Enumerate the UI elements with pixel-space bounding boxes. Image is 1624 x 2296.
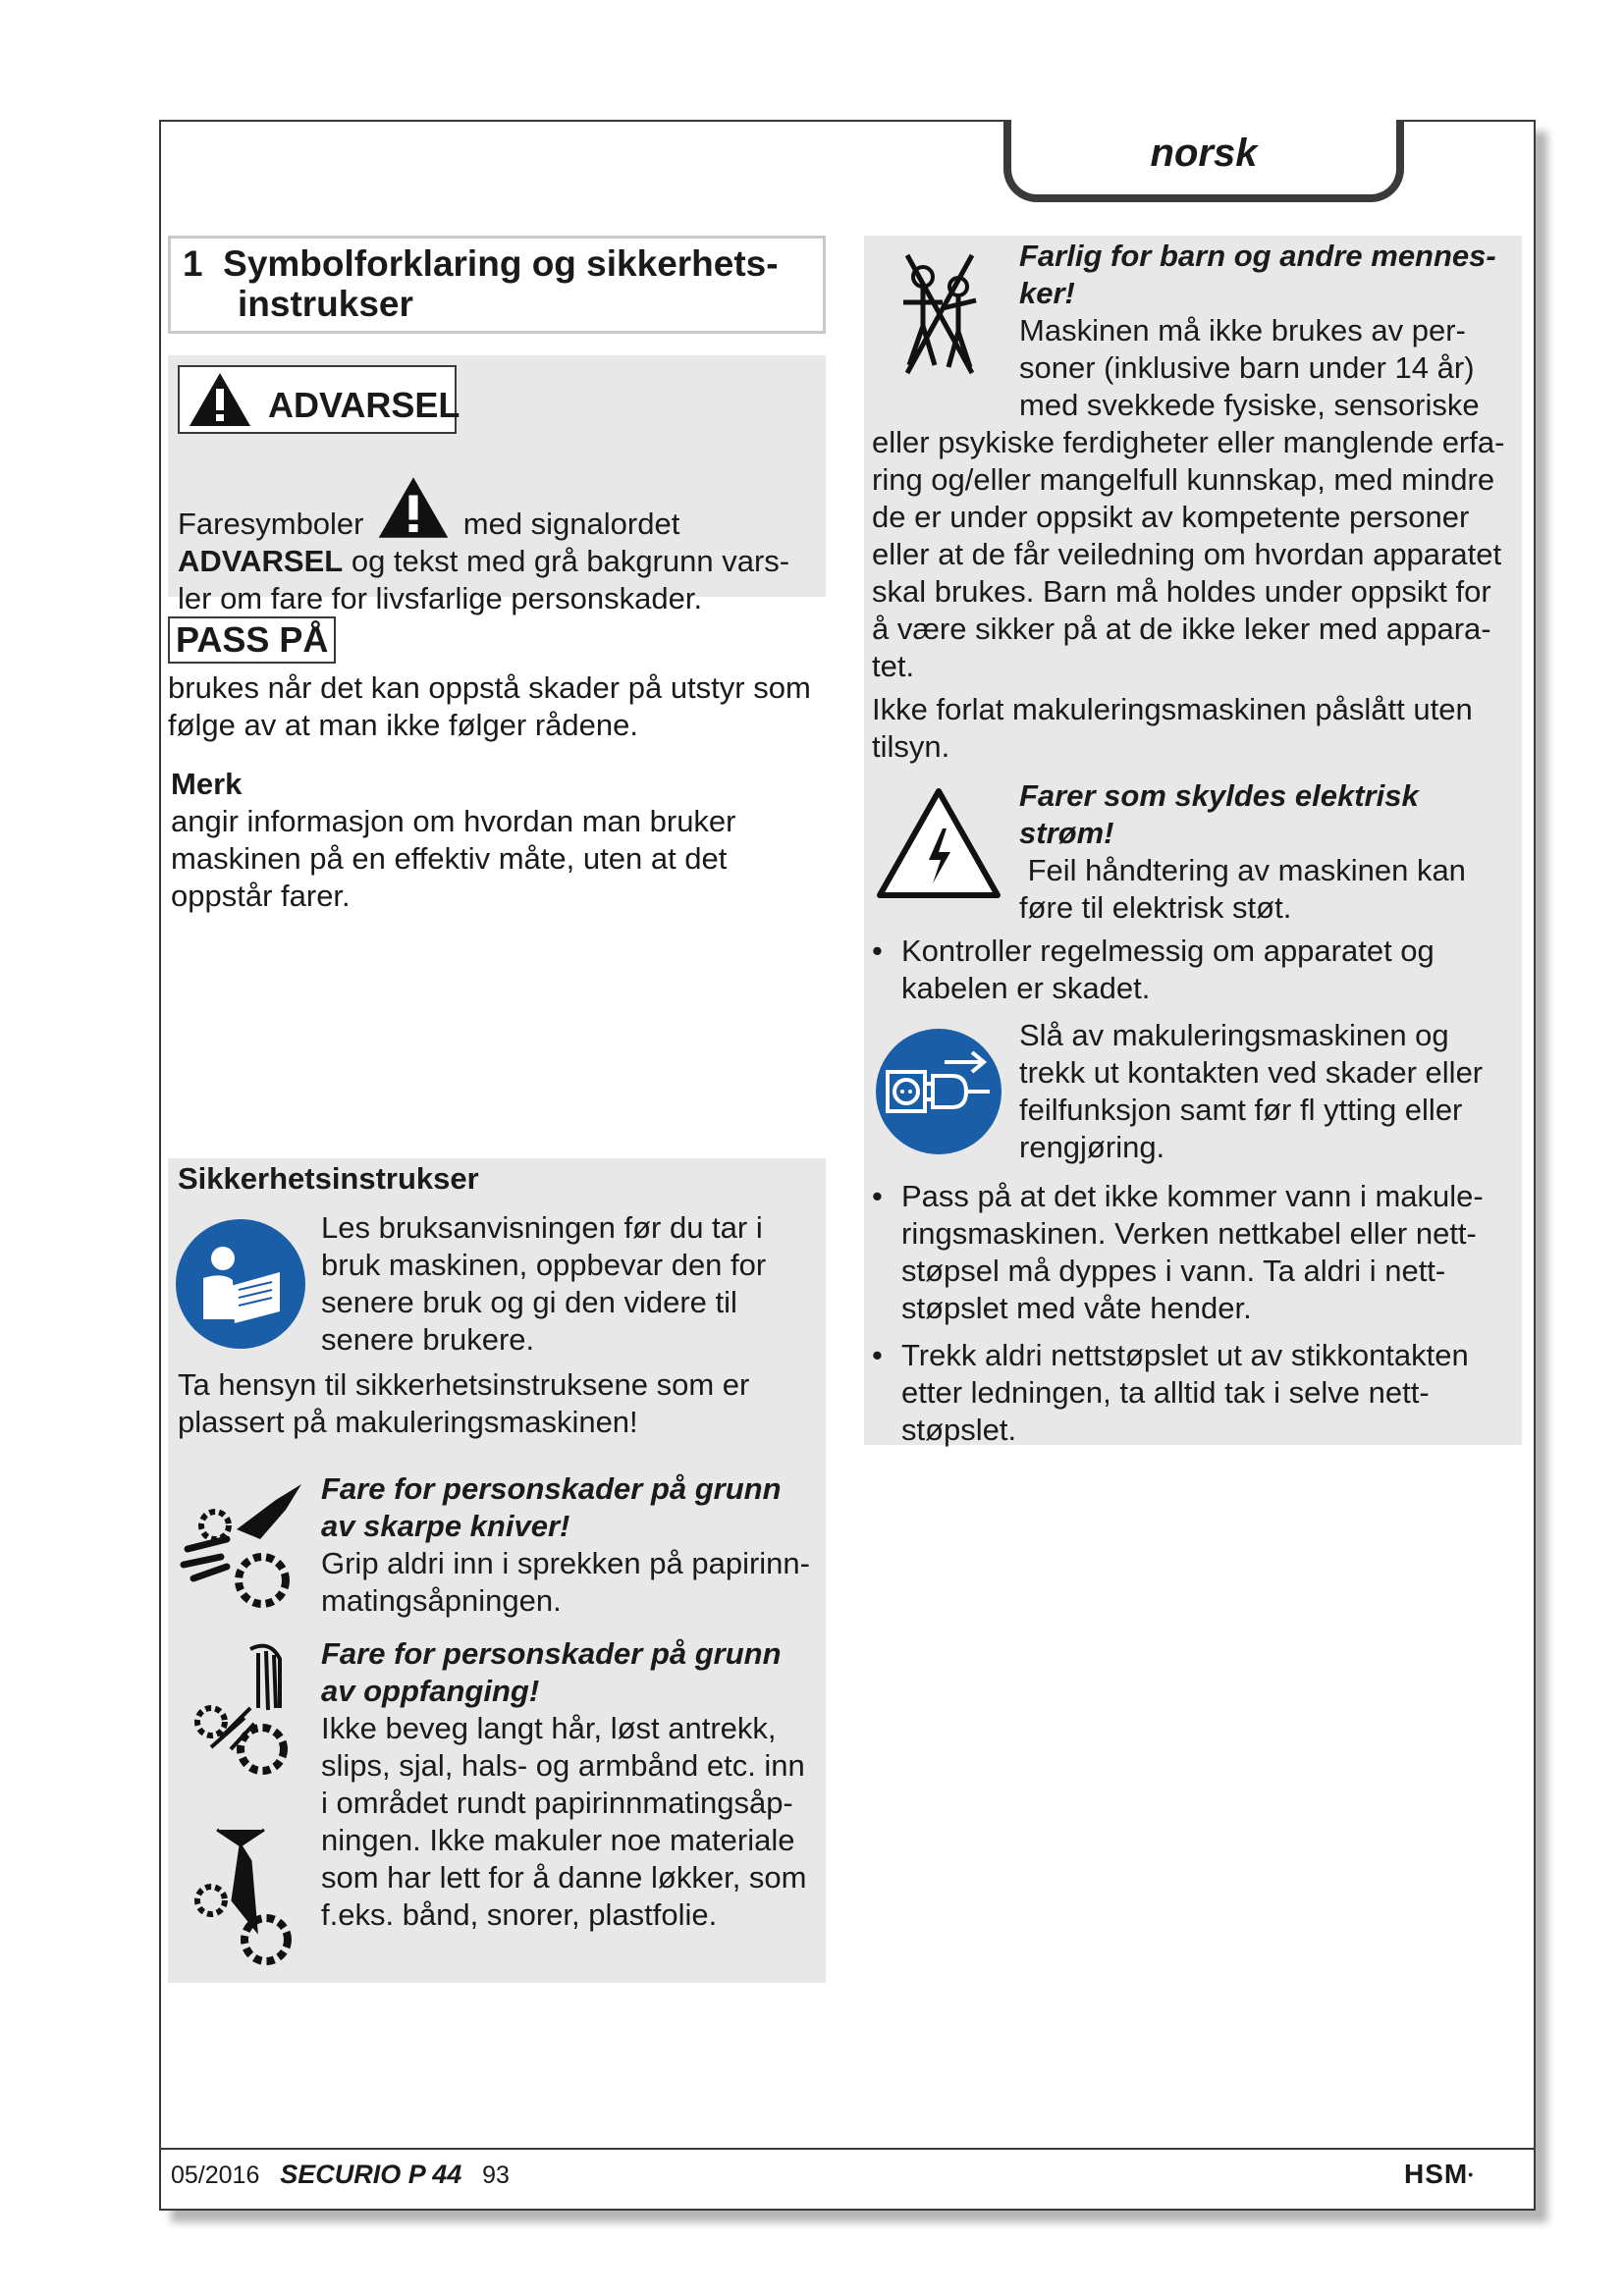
footer-page-number: 93: [482, 2162, 510, 2189]
observe-text: [178, 1366, 816, 1441]
children-full-line1: eller psykiske ferdigheter eller manglende erfa-: [872, 425, 1505, 459]
caution-block: [168, 616, 826, 744]
warning-triangle-icon: [188, 371, 252, 428]
water-bullet: [864, 1178, 1530, 1327]
warning-bold-word: ADVARSEL: [178, 544, 344, 578]
caution-line1: brukes når det kan oppstå skader på utstyr som: [168, 670, 811, 705]
note-line3: oppstår farer.: [171, 879, 351, 913]
electric-text: [1019, 777, 1510, 927]
knives-title-line2: av skarpe kniver!: [321, 1509, 570, 1543]
unplug-icon: [874, 1027, 1003, 1156]
children-short-line2: soner (inklusive barn under 14 år): [1019, 350, 1475, 385]
children-full-line4: eller at de får veiledning om hvordan apparatet: [872, 537, 1502, 571]
children-title-line1: Farlig for barn og andre mennes-: [1019, 239, 1496, 273]
warning-text-before: Faresymboler: [178, 507, 364, 541]
pull-plug-bullet: [864, 1337, 1530, 1449]
unplug-line2: trekk ut kontakten ved skader eller: [1019, 1055, 1484, 1090]
children-title-line2: ker!: [1019, 276, 1075, 310]
unattended-line2: tilsyn.: [872, 729, 950, 764]
caution-label: PASS PÅ: [168, 616, 336, 664]
catch-text-line5: som har lett for å danne løkker, som: [321, 1860, 807, 1895]
footer-brand: HSM: [1404, 2159, 1469, 2189]
children-full-line2: ring og/eller mangelfull kunnskap, med mindre: [872, 462, 1495, 497]
electric-title-line2: strøm!: [1019, 816, 1114, 850]
catch-title-line1: Fare for personskader på grunn: [321, 1636, 782, 1671]
warning-text-after: med signalordet: [462, 507, 680, 541]
children-danger-icon: [878, 247, 996, 379]
note-line2: maskinen på en effektiv måte, uten at det: [171, 841, 728, 876]
knives-title-line1: Fare for personskader på grunn: [321, 1471, 782, 1506]
warning-label: [178, 365, 460, 434]
read-manual-line3: senere bruk og gi den videre til: [321, 1285, 737, 1319]
unattended-line1: Ikke forlat makuleringsmaskinen påslått uten: [872, 692, 1473, 726]
footer-rule: [159, 2148, 1534, 2150]
tie-entanglement-icon: [182, 1822, 307, 1969]
safety-title: Sikkerhetsinstrukser: [178, 1161, 479, 1196]
catch-title-line2: av oppfanging!: [321, 1674, 540, 1708]
children-header-text: [1019, 238, 1510, 424]
safety-box: [168, 1158, 826, 1983]
language-tab: norsk: [1003, 120, 1404, 202]
catch-text: [321, 1635, 822, 1934]
children-short-line1: Maskinen må ikke brukes av per-: [1019, 313, 1466, 347]
water-line2: ringsmaskinen. Verken nettkabel eller nett-: [901, 1216, 1477, 1251]
electric-text-line2: føre til elektrisk støt.: [1019, 890, 1292, 925]
unplug-line1: Slå av makuleringsmaskinen og: [1019, 1018, 1449, 1052]
check-cable-bullet: [864, 933, 1530, 1007]
section-number: 1: [183, 243, 203, 284]
read-manual-line4: senere brukere.: [321, 1322, 535, 1357]
section-title-line2: instrukser: [238, 284, 413, 324]
unplug-line4: rengjøring.: [1019, 1130, 1165, 1164]
catch-text-line1: Ikke beveg langt hår, løst antrekk,: [321, 1711, 777, 1745]
unplug-text: [1019, 1017, 1510, 1166]
children-full-line7: tet.: [872, 649, 915, 683]
children-full-line6: å være sikker på at de ikke leker med appara-: [872, 612, 1491, 646]
electric-title-line1: Farer som skyldes elektrisk: [1019, 778, 1419, 813]
pull-plug-line2: etter ledningen, ta alltid tak i selve nett-: [901, 1375, 1430, 1410]
warning-text-rest2: ler om fare for livsfarlige personskader.: [178, 581, 703, 615]
note-label: Merk: [171, 767, 243, 801]
electric-hazard-icon: [874, 785, 1003, 901]
right-safety-box: [864, 236, 1522, 1445]
warning-label-text: ADVARSEL: [268, 385, 460, 425]
warning-description: [178, 475, 816, 617]
footer-left: [171, 2158, 510, 2192]
children-short-line3: med svekkede fysiske, sensoriske: [1019, 388, 1480, 422]
children-full-line3: de er under oppsikt av kompetente personer: [872, 500, 1470, 534]
catch-text-line3: i området rundt papirinnmatingsåp-: [321, 1786, 793, 1820]
children-full-line5: skal brukes. Barn må holdes under oppsikt for: [872, 574, 1491, 609]
water-line1: • Pass på at det ikke kommer vann i makule-: [901, 1179, 1484, 1213]
check-cable-line2: kabelen er skadet.: [901, 971, 1151, 1005]
check-cable-line1: • Kontroller regelmessig om apparatet og: [901, 934, 1435, 968]
knives-text: [321, 1470, 822, 1620]
catch-text-line6: f.eks. bånd, snorer, plastfolie.: [321, 1897, 718, 1932]
water-line3: støpsel må dyppes i vann. Ta aldri i nett-: [901, 1254, 1446, 1288]
unplug-line3: feilfunksjon samt før fl ytting eller: [1019, 1093, 1463, 1127]
hair-entanglement-icon: [182, 1639, 307, 1777]
observe-line2: plassert på makuleringsmaskinen!: [178, 1405, 638, 1439]
section-heading: [168, 236, 826, 334]
read-manual-text: [321, 1209, 812, 1359]
sharp-knives-icon: [178, 1480, 307, 1618]
pull-plug-line1: • Trekk aldri nettstøpslet ut av stikkontakten: [901, 1338, 1469, 1372]
caution-line2: følge av at man ikke følger rådene.: [168, 708, 639, 742]
note-line1: angir informasjon om hvordan man bruker: [171, 804, 736, 838]
observe-line1: Ta hensyn til sikkerhetsinstruksene som er: [178, 1367, 750, 1402]
footer-brand-logo: HSM•: [1404, 2159, 1475, 2189]
knives-text-line1: Grip aldri inn i sprekken på papirinn-: [321, 1546, 810, 1580]
read-manual-line1: Les bruksanvisningen før du tar i: [321, 1210, 763, 1245]
water-line4: støpslet med våte hender.: [901, 1291, 1252, 1325]
footer-date: 05/2016: [171, 2162, 260, 2189]
catch-text-line2: slips, sjal, hals- og armbånd etc. inn: [321, 1748, 805, 1783]
warning-triangle-inline-icon: [376, 475, 451, 540]
footer-model: SECURIO P 44: [280, 2160, 462, 2189]
warning-box: [168, 355, 826, 615]
section-title-line1: Symbolforklaring og sikkerhets-: [223, 243, 779, 284]
catch-text-line4: ningen. Ikke makuler noe materiale: [321, 1823, 795, 1857]
knives-text-line2: matingsåpningen.: [321, 1583, 562, 1618]
read-manual-icon: [174, 1217, 307, 1351]
children-full-text: [872, 424, 1520, 766]
read-manual-line2: bruk maskinen, oppbevar den for: [321, 1248, 767, 1282]
electric-text-line1: Feil håndtering av maskinen kan: [1019, 853, 1466, 887]
note-block: [171, 766, 829, 915]
warning-text-rest1: og tekst med grå bakgrunn vars-: [343, 544, 790, 578]
pull-plug-line3: støpslet.: [901, 1413, 1017, 1447]
